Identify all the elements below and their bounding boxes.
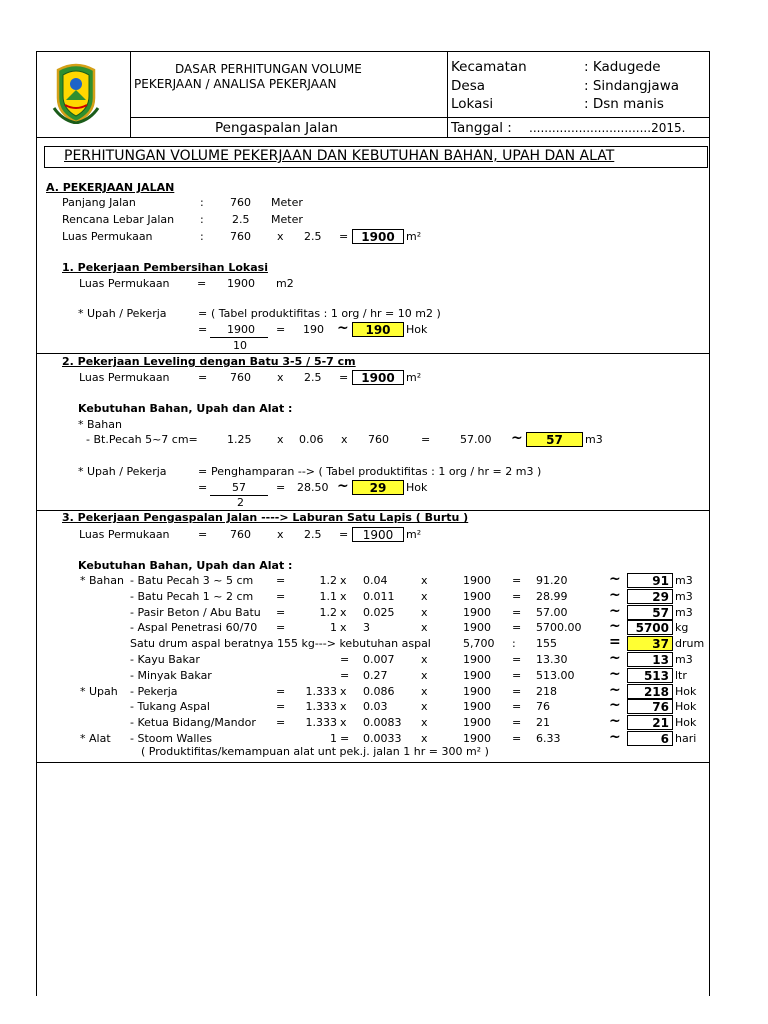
row-x1: = [340,669,350,682]
row-val: 57.00 [536,606,568,619]
tanggal-value: ................................2015. [529,121,686,135]
row-x1: x [340,590,347,603]
row-unit: drum [675,637,705,650]
header-subtitle: Pengaspalan Jalan [215,120,338,136]
s2-luas-result: 1900 [352,370,404,385]
s1-upah-eq: = [198,307,208,320]
lebar-colon: : [200,213,204,226]
row-val: 155 [536,637,557,650]
row-x2: x [421,590,428,603]
row-x2: x [421,685,428,698]
row-eq: = [276,606,286,619]
s3-title: 3. Pekerjaan Pengaspalan Jalan ----> Laburan Satu Lapis ( Burtu ) [62,511,469,524]
row-x2: x [421,732,428,745]
row-f3: 1900 [463,653,491,666]
s3-luas-a: 760 [230,528,251,541]
row-t: ~ [609,571,621,587]
row-f2: 0.27 [363,669,388,682]
s2-upah-eq: = [198,465,208,478]
s3-luas-eq: = [198,528,208,541]
row-f3: 1900 [463,621,491,634]
row-result: 6 [627,731,673,746]
header-title-line1: DASAR PERHITUNGAN VOLUME [175,62,362,76]
row-unit: ltr [675,669,687,682]
row-item: - Ketua Bidang/Mandor [130,716,256,729]
row-t: ~ [609,603,621,619]
row-item: - Minyak Bakar [130,669,212,682]
s3-keb-title: Kebutuhan Bahan, Upah dan Alat : [78,559,293,572]
panjang-unit: Meter [271,196,303,209]
row-f1: 1 [330,732,337,745]
row-item: - Batu Pecah 3 ~ 5 cm [130,574,254,587]
s2-bt-c: 760 [368,433,389,446]
frame-left [36,51,37,996]
row-item: - Batu Pecah 1 ~ 2 cm [130,590,254,603]
row-val: 21 [536,716,550,729]
s3-luas-x: x [277,528,284,541]
row-result: 29 [627,589,673,604]
row-t: ~ [609,729,621,745]
row-eq2: : [512,637,516,650]
s3-note: ( Produktifitas/kemampuan alat unt pek.j. jalan 1 hr = 300 m² ) [141,745,489,758]
row-t: ~ [609,650,621,666]
luas-unit: m² [406,230,422,243]
s2-luas-eq2: = [339,371,349,384]
s2-upah-label: * Upah / Pekerja [78,465,167,478]
s2-luas-a: 760 [230,371,251,384]
divider-1 [36,353,710,354]
row-unit: Hok [675,716,697,729]
row-unit: Hok [675,685,697,698]
s2-bt-b: 0.06 [299,433,324,446]
row-result: 76 [627,699,673,714]
row-item: - Aspal Penetrasi 60/70 [130,621,258,634]
s2-calc-value: 28.50 [297,481,329,494]
row-result: 513 [627,668,673,683]
row-f1: 1.333 [305,685,337,698]
lebar-unit: Meter [271,213,303,226]
row-eq: = [276,590,286,603]
row-val: 13.30 [536,653,568,666]
s3-luas-unit: m² [406,528,422,541]
panjang-label: Panjang Jalan [62,196,136,209]
s1-calc-value: 190 [303,323,324,336]
row-unit: m3 [675,653,693,666]
s2-result: 29 [352,480,404,495]
s1-luas-value: 1900 [227,277,255,290]
lokasi-value: : Dsn manis [584,96,664,112]
row-t: ~ [609,697,621,713]
row-f3: 1900 [463,685,491,698]
header-v2 [447,51,448,137]
row-eq2: = [512,716,522,729]
row-result: 13 [627,652,673,667]
row-f2: 0.011 [363,590,395,603]
s2-luas-label: Luas Permukaan [79,371,170,384]
row-item: - Pasir Beton / Abu Batu [130,606,261,619]
row-eq2: = [512,653,522,666]
row-item: Satu drum aspal beratnya 155 kg---> kebutuhan aspal [130,637,431,650]
main-title: PERHITUNGAN VOLUME PEKERJAAN DAN KEBUTUHAN BAHAN, UPAH DAN ALAT [64,148,615,164]
row-f3: 1900 [463,574,491,587]
row-unit: hari [675,732,697,745]
row-f3: 1900 [463,732,491,745]
regency-logo [52,62,100,124]
row-unit: Hok [675,700,697,713]
row-x1: = [340,653,350,666]
row-x2: x [421,606,428,619]
row-val: 218 [536,685,557,698]
lebar-label: Rencana Lebar Jalan [62,213,175,226]
row-f1: 1.2 [319,574,337,587]
s1-luas-label: Luas Permukaan [79,277,170,290]
s2-bt-x1: x [277,433,284,446]
luas-x: x [277,230,284,243]
row-cat: * Bahan [80,574,124,587]
s1-numerator: 1900 [227,323,255,336]
row-eq: = [276,621,286,634]
s1-upah-text: ( Tabel produktifitas : 1 org / hr = 10 m2 ) [211,307,441,320]
row-f2: 0.007 [363,653,395,666]
row-f3: 1900 [463,606,491,619]
lokasi-label: Lokasi [451,96,494,112]
s1-result: 190 [352,322,404,337]
header-v1 [130,51,131,137]
desa-label: Desa [451,78,486,94]
s2-bt-value: 57.00 [460,433,492,446]
s1-calc-eq: = [198,323,208,336]
row-item: - Pekerja [130,685,178,698]
s2-result-unit: Hok [406,481,428,494]
row-result: 37 [627,636,673,651]
header-title-line2: PEKERJAAN / ANALISA PEKERJAAN [134,77,337,91]
s3-luas-result: 1900 [352,527,404,542]
s2-bt-a: 1.25 [227,433,252,446]
row-x2: x [421,700,428,713]
row-eq: = [276,700,286,713]
row-val: 91.20 [536,574,568,587]
s1-fraction-line [210,337,268,338]
s2-bt-result: 57 [526,432,583,447]
row-cat: * Alat [80,732,111,745]
row-val: 513.00 [536,669,575,682]
s2-bt-tilde: ~ [511,430,523,446]
luas-result: 1900 [352,229,404,244]
row-f1: 1.333 [305,716,337,729]
row-x2: x [421,621,428,634]
frame-right [709,51,710,996]
row-x2: x [421,653,428,666]
divider-3 [36,762,710,763]
row-t: ~ [609,666,621,682]
row-val: 28.99 [536,590,568,603]
s2-upah-text: Penghamparan --> ( Tabel produktifitas : 1 org / hr = 2 m3 ) [211,465,542,478]
row-t: ~ [609,587,621,603]
row-x1: x [340,574,347,587]
s1-luas-eq: = [197,277,207,290]
s2-bt-x2: x [341,433,348,446]
row-f2: 0.0083 [363,716,402,729]
row-x1: = [340,732,350,745]
header-bottom-line [36,137,710,138]
row-val: 76 [536,700,550,713]
frame-top [36,51,710,52]
row-t: ~ [609,618,621,634]
s1-result-unit: Hok [406,323,428,336]
luas-colon: : [200,230,204,243]
s2-bt-label: - Bt.Pecah 5~7 cm= [86,433,198,446]
s2-numerator: 57 [232,481,246,494]
desa-value: : Sindangjawa [584,78,680,94]
row-result: 218 [627,684,673,699]
s1-denominator: 10 [233,339,247,352]
row-eq2: = [512,621,522,634]
row-f1: 1 [330,621,337,634]
s3-luas-eq2: = [339,528,349,541]
row-eq2: = [512,574,522,587]
row-result: 57 [627,605,673,620]
s2-denominator: 2 [237,496,244,509]
row-f2: 0.03 [363,700,388,713]
row-f2: 0.025 [363,606,395,619]
row-eq2: = [512,685,522,698]
row-f1: 1.1 [319,590,337,603]
row-f2: 0.0033 [363,732,402,745]
row-unit: m3 [675,606,693,619]
luas-a: 760 [230,230,251,243]
s2-bt-unit: m3 [585,433,603,446]
s2-bt-eq: = [421,433,431,446]
s2-bahan-label: * Bahan [78,418,122,431]
lebar-value: 2.5 [232,213,250,226]
s1-luas-unit: m2 [276,277,294,290]
row-f2: 0.086 [363,685,395,698]
s2-luas-unit: m² [406,371,422,384]
kecamatan-value: : Kadugede [584,59,661,75]
s3-luas-b: 2.5 [304,528,322,541]
row-x1: x [340,606,347,619]
row-eq: = [276,685,286,698]
row-f2: 0.04 [363,574,388,587]
row-val: 6.33 [536,732,561,745]
luas-b: 2.5 [304,230,322,243]
row-x2: x [421,669,428,682]
s1-calc-eq2: = [276,323,286,336]
row-f3: 1900 [463,700,491,713]
luas-eq: = [339,230,349,243]
row-x2: x [421,716,428,729]
panjang-colon: : [200,196,204,209]
row-x1: x [340,685,347,698]
kecamatan-label: Kecamatan [451,59,527,75]
row-x2: x [421,574,428,587]
tanggal-label: Tanggal : [451,120,512,136]
row-unit: m3 [675,574,693,587]
row-eq2: = [512,700,522,713]
s2-tilde: ~ [337,478,349,494]
s2-keb-title: Kebutuhan Bahan, Upah dan Alat : [78,402,293,415]
row-t: ~ [609,713,621,729]
row-unit: m3 [675,590,693,603]
row-x1: x [340,700,347,713]
row-eq2: = [512,606,522,619]
s3-luas-label: Luas Permukaan [79,528,170,541]
s2-luas-x: x [277,371,284,384]
row-item: - Kayu Bakar [130,653,200,666]
row-f3: 5,700 [463,637,495,650]
row-f3: 1900 [463,590,491,603]
row-cat: * Upah [80,685,118,698]
row-item: - Stoom Walles [130,732,212,745]
s1-title: 1. Pekerjaan Pembersihan Lokasi [62,261,268,274]
section-a-title: A. PEKERJAAN JALAN [46,181,175,194]
row-x1: x [340,621,347,634]
row-x1: x [340,716,347,729]
row-result: 91 [627,573,673,588]
s1-tilde: ~ [337,320,349,336]
panjang-value: 760 [230,196,251,209]
row-f1: 1.2 [319,606,337,619]
s2-luas-b: 2.5 [304,371,322,384]
luas-label: Luas Permukaan [62,230,153,243]
row-f1: 1.333 [305,700,337,713]
s2-title: 2. Pekerjaan Leveling dengan Batu 3-5 / 5-7 cm [62,355,356,368]
s2-luas-eq: = [198,371,208,384]
row-eq2: = [512,732,522,745]
s1-upah-label: * Upah / Pekerja [78,307,167,320]
row-f3: 1900 [463,669,491,682]
row-val: 5700.00 [536,621,582,634]
s2-calc-eq: = [198,481,208,494]
row-eq: = [276,716,286,729]
row-f2: 3 [363,621,370,634]
s2-calc-eq2: = [276,481,286,494]
row-t: = [609,634,621,650]
row-t: ~ [609,682,621,698]
row-eq2: = [512,590,522,603]
row-result: 21 [627,715,673,730]
row-f3: 1900 [463,716,491,729]
row-eq: = [276,574,286,587]
header-mid-line [130,117,710,118]
row-item: - Tukang Aspal [130,700,210,713]
row-result: 5700 [627,620,673,635]
row-eq2: = [512,669,522,682]
row-unit: kg [675,621,689,634]
